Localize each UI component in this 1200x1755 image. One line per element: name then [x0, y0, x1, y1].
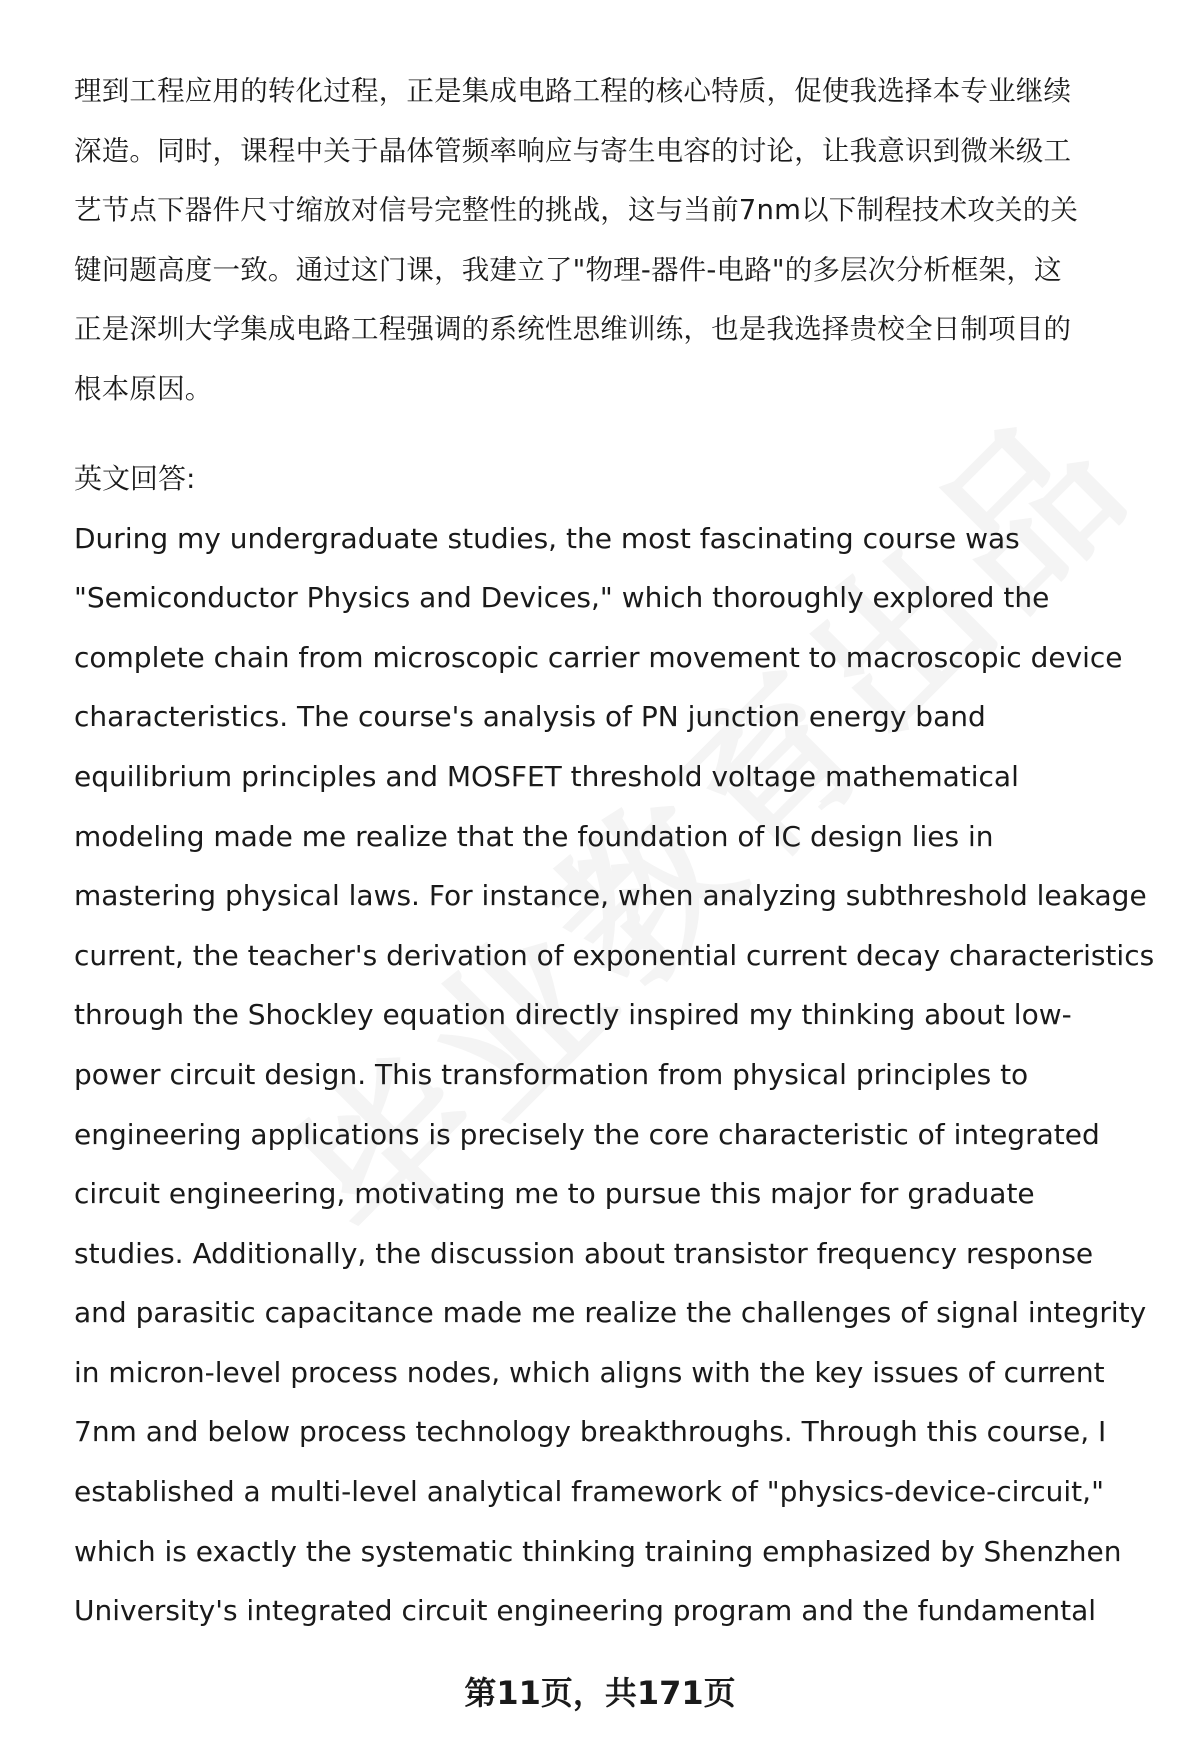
page-number-footer: 第11页，共171页: [464, 1674, 736, 1712]
english-line: University's integrated circuit engineering program and the fundamental: [74, 1594, 1097, 1628]
english-line: characteristics. The course's analysis of PN junction energy band: [74, 700, 986, 734]
english-line: modeling made me realize that the foundation of IC design lies in: [74, 819, 994, 853]
english-line: which is exactly the systematic thinking training emphasized by Shenzhen: [74, 1534, 1122, 1568]
chinese-line: 艺节点下器件尺寸缩放对信号完整性的挑战，这与当前7nm以下制程技术攻关的关: [74, 194, 1079, 227]
english-line: 7nm and below process technology breakthroughs. Through this course, I: [74, 1415, 1107, 1449]
english-line: mastering physical laws. For instance, when analyzing subthreshold leakage: [74, 879, 1147, 913]
english-line: through the Shockley equation directly inspired my thinking about low-: [74, 998, 1072, 1032]
english-line: studies. Additionally, the discussion about transistor frequency response: [74, 1236, 1094, 1270]
english-line: in micron-level process nodes, which aligns with the key issues of current: [74, 1355, 1105, 1389]
english-answer-paragraph: [74, 509, 1154, 1641]
page-content: [74, 62, 1154, 1641]
chinese-line: 深造。同时，课程中关于晶体管频率响应与寄生电容的讨论，让我意识到微米级工: [74, 134, 1072, 167]
english-line: engineering applications is precisely the core characteristic of integrated: [74, 1117, 1100, 1151]
english-line: circuit engineering, motivating me to pursue this major for graduate: [74, 1177, 1035, 1211]
english-line: "Semiconductor Physics and Devices," which thoroughly explored the: [74, 581, 1050, 615]
english-line: During my undergraduate studies, the most fascinating course was: [74, 521, 1020, 555]
english-line: established a multi-level analytical framework of "physics-device-circuit,": [74, 1475, 1104, 1509]
chinese-line: 理到工程应用的转化过程，正是集成电路工程的核心特质，促使我选择本专业继续: [74, 75, 1072, 107]
chinese-line: 正是深圳大学集成电路工程强调的系统性思维训练，也是我选择贵校全日制项目的: [74, 313, 1072, 346]
english-line: and parasitic capacitance made me realize the challenges of signal integrity: [74, 1296, 1147, 1330]
english-answer-heading: 英文回答:: [74, 461, 196, 495]
english-line: current, the teacher's derivation of exponential current decay characteristics: [74, 938, 1155, 972]
english-line: equilibrium principles and MOSFET threshold voltage mathematical: [74, 759, 1019, 793]
chinese-answer-paragraph: [74, 62, 1154, 420]
english-line: power circuit design. This transformation from physical principles to: [74, 1057, 1029, 1091]
chinese-line: 根本原因。: [74, 372, 213, 405]
english-line: complete chain from microscopic carrier movement to macroscopic device: [74, 640, 1123, 674]
chinese-line: 键问题高度一致。通过这门课，我建立了"物理-器件-电路"的多层次分析框架，这: [74, 253, 1062, 286]
